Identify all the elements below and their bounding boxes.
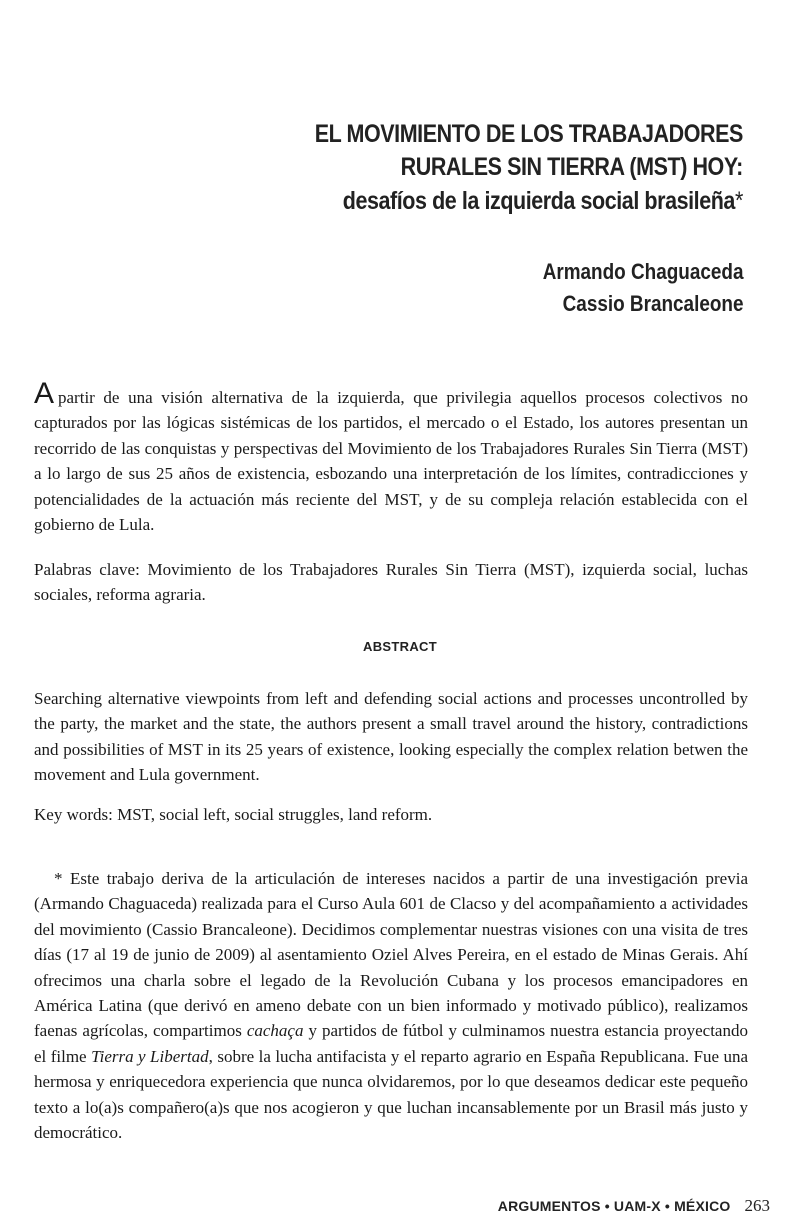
subtitle-text: desafíos de la izquierda social brasileña (342, 187, 736, 215)
title-line-1: EL MOVIMIENTO DE LOS TRABAJADORES (314, 120, 743, 148)
resumen-paragraph (34, 377, 748, 537)
resumen-text: partir de una visión alternativa de la izquierda, que privilegia aquellos procesos colectivos no capturados por las lógicas sistémicas de los partidos, el mercado o el Estado, los autores presentan un recorrido de las conquistas y perspectivas del Movimiento de los Trabajadores Rurales Sin Tierra (MST) a lo largo de sus 25 años de existencia, esbozando una interpretación de los límites, contradicciones y potencialidades de la actuación más reciente del MST, y de su compleja relación establecida con el gobierno de Lula. (34, 388, 748, 535)
footnote-part-2: y partidos de fútbol y culminamos nuestra estancia proyectando el filme (34, 1021, 748, 1066)
footnote-italic-film: Tierra y Libertad (91, 1046, 209, 1066)
footnote-italic-cachaca: cachaça (246, 1021, 304, 1041)
journal-name: ARGUMENTOS • UAM-X • MÉXICO (497, 1198, 731, 1214)
palabras-clave: Palabras clave: Movimiento de los Trabajadores Rurales Sin Tierra (MST), izquierda social, luchas sociales, reforma agraria. (34, 560, 748, 605)
author-1: Armando Chaguaceda (542, 259, 743, 284)
abstract-heading: ABSTRACT (363, 639, 437, 654)
title-subtitle (315, 184, 743, 219)
article-title (245, 118, 743, 219)
key-words: Key words: MST, social left, social struggles, land reform. (34, 805, 433, 824)
author-2: Cassio Brancaleone (562, 291, 743, 316)
drop-cap: A (34, 377, 55, 410)
author-list (510, 256, 744, 320)
page-number: 263 (744, 1196, 770, 1215)
footnote-part-1: * Este trabajo deriva de la articulación de intereses nacidos a partir de una investigación previa (Armando Chaguaceda) realizada para el Curso Aula 601 de Clacso y del acompañamiento a actividades del movimiento (Cassio Brancaleone). Decidimos complementar nuestras visiones con una visita de tres días (17 al 19 de junio de 2009) al asentamiento Oziel Alves Pereira, en el estado de Minas Gerais. Ahí ofrecimos una charla sobre el legado de la Revolución Cubana y los procesos emancipadores en América Latina (que derivó en ameno debate con un bien informado y motivado público), realizamos faenas agrícolas, compartimos (34, 869, 748, 1041)
title-footnote-mark[interactable]: * (735, 187, 743, 215)
footnote (34, 866, 748, 1145)
abstract-paragraph: Searching alternative viewpoints from left and defending social actions and processes uncontrolled by the party, the market and the state, the authors present a small travel around the history, contradictions and possibilities of MST in its 25 years of existence, looking especially the complex relation betwen the movement and Lula government. (34, 689, 748, 785)
title-line-2: RURALES SIN TIERRA (MST) HOY: (400, 153, 743, 181)
page-footer (498, 1196, 770, 1216)
footnote-part-3: , sobre la lucha antifacista y el reparto agrario en España Republicana. Fue una hermosa y enriquecedora experiencia que nunca olvidaremos, por lo que deseamos dedicar este pequeño texto a lo(a)s compañero(a)s que nos acogieron y que luchan incansablemente por un Brasil más justo y democrático. (34, 1046, 749, 1143)
